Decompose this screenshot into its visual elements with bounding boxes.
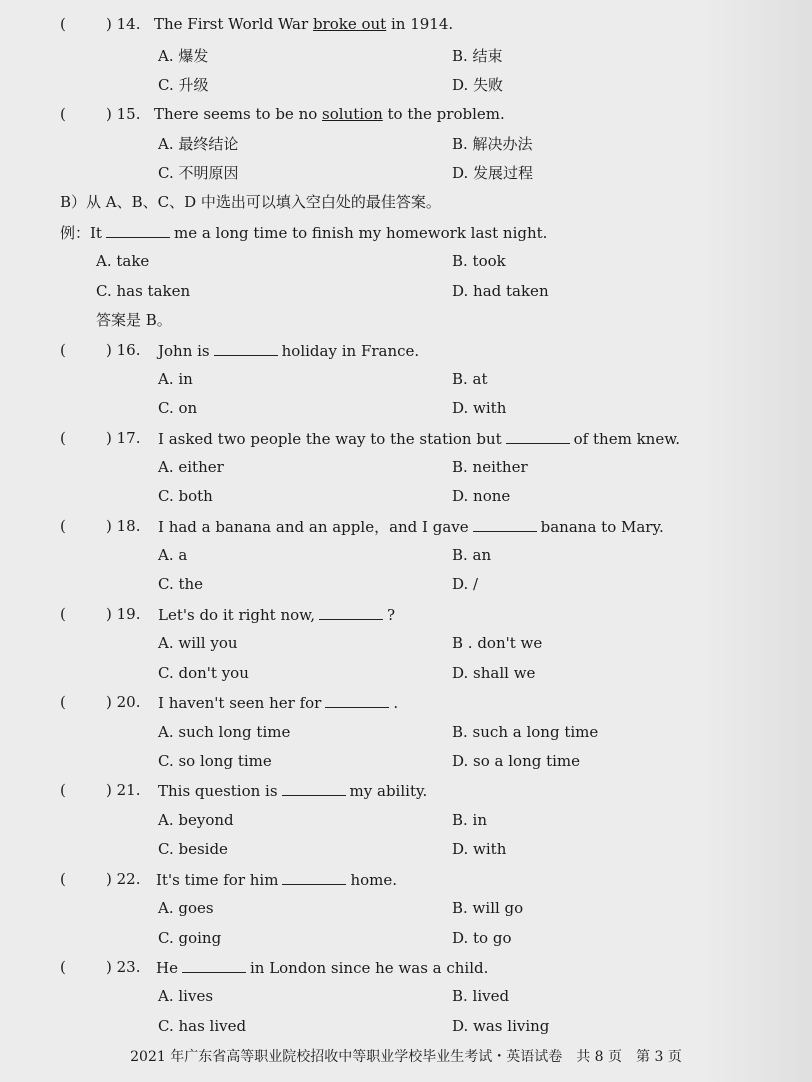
option-c: C. going [158,929,222,947]
question-stem: I asked two people the way to the station but of them knew. [158,426,680,451]
option-a: A. will you [158,634,238,652]
option-d: D. none [452,487,511,505]
options-row [0,367,812,391]
answer-paren: ( [60,693,66,711]
option-a: A. goes [158,899,214,917]
option-c: C. don't you [158,664,249,682]
option-b: B . don't we [452,634,543,652]
options-row [0,837,812,861]
question-number: ) 16. [106,341,141,359]
answer-paren: ( [60,870,66,888]
question-15 [0,102,812,126]
options-row [0,249,812,273]
question-number: ) 21. [106,781,141,799]
question-stem: It's time for him home. [156,867,397,892]
page-footer: 2021 年广东省高等职业院校招收中等职业学校毕业生考试・英语试卷 共 8 页 第 3 页 [130,1049,682,1065]
question-20 [0,690,812,714]
option-c: C. has taken [96,282,191,300]
option-a: A. in [158,370,193,388]
example-answer: 答案是 B。 [96,311,172,329]
options-row [0,1014,812,1038]
options-row [0,926,812,950]
question-number: ) 17. [106,429,141,447]
option-c: C. on [158,399,198,417]
option-d: D. had taken [452,282,549,300]
option-c: C. so long time [158,752,272,770]
answer-paren: ( [60,781,66,799]
option-a: A. take [96,252,150,270]
option-d: D. was living [452,1017,550,1035]
question-23 [0,955,812,979]
answer-paren: ( [60,15,66,33]
answer-paren: ( [60,958,66,976]
option-a: A. such long time [158,723,291,741]
question-number: ) 23. [106,958,141,976]
option-a: A. 爆发 [158,47,209,65]
option-d: D. / [452,575,479,593]
option-b: B. an [452,546,492,564]
option-c: C. 升级 [158,76,209,94]
option-a: A. beyond [158,811,234,829]
options-row [0,896,812,920]
answer-paren: ( [60,105,66,123]
options-row [0,161,812,185]
option-b: B. 结束 [452,47,503,65]
option-c: C. 不明原因 [158,164,239,182]
options-row [0,279,812,303]
question-14 [0,12,812,36]
option-a: A. lives [158,987,214,1005]
answer-paren: ( [60,605,66,623]
option-d: D. with [452,399,507,417]
question-19 [0,602,812,626]
answer-paren: ( [60,517,66,535]
options-row [0,396,812,420]
options-row [0,455,812,479]
question-number: ) 19. [106,605,141,623]
options-row [0,73,812,97]
option-c: C. has lived [158,1017,247,1035]
option-c: C. the [158,575,204,593]
example-stem: 例：It me a long time to finish my homework last night. [0,220,812,244]
option-a: A. a [158,546,188,564]
options-row [0,808,812,832]
section-b-instruction: B）从 A、B、C、D 中选出可以填入空白处的最佳答案。 [60,193,441,211]
question-number: ) 20. [106,693,141,711]
option-d: D. with [452,840,507,858]
question-stem: John is holiday in France. [158,338,419,363]
options-row [0,720,812,744]
question-number: ) 22. [106,870,141,888]
question-number: ) 18. [106,517,141,535]
options-row [0,572,812,596]
question-stem: There seems to be no solution to the problem. [154,105,505,123]
question-stem: I had a banana and an apple，and I gave banana to Mary. [158,514,664,539]
question-21 [0,778,812,802]
option-c: C. beside [158,840,228,858]
options-row [0,749,812,773]
option-b: B. at [452,370,488,388]
option-d: D. 失败 [452,76,504,94]
question-16 [0,338,812,362]
answer-paren: ( [60,341,66,359]
options-row [0,631,812,655]
option-b: B. in [452,811,488,829]
option-a: A. 最终结论 [158,135,239,153]
question-22 [0,867,812,891]
option-b: B. neither [452,458,528,476]
option-d: D. shall we [452,664,536,682]
question-number: ) 15. [106,105,141,123]
option-a: A. either [158,458,224,476]
options-row [0,543,812,567]
question-stem: This question is my ability. [158,778,427,803]
question-17 [0,426,812,450]
question-stem: He in London since he was a child. [156,955,488,980]
option-d: D. so a long time [452,752,581,770]
option-b: B. lived [452,987,510,1005]
option-d: D. to go [452,929,512,947]
options-row [0,484,812,508]
options-row [0,44,812,68]
option-d: D. 发展过程 [452,164,534,182]
answer-paren: ( [60,429,66,447]
options-row [0,984,812,1008]
question-stem: Let's do it right now, ? [158,602,395,627]
option-b: B. such a long time [452,723,599,741]
options-row [0,661,812,685]
option-b: B. took [452,252,506,270]
question-stem: The First World War broke out in 1914. [154,15,454,33]
option-b: B. will go [452,899,524,917]
question-number: ) 14. [106,15,141,33]
question-18 [0,514,812,538]
option-b: B. 解决办法 [452,135,533,153]
option-c: C. both [158,487,213,505]
question-stem: I haven't seen her for . [158,690,398,715]
options-row [0,132,812,156]
